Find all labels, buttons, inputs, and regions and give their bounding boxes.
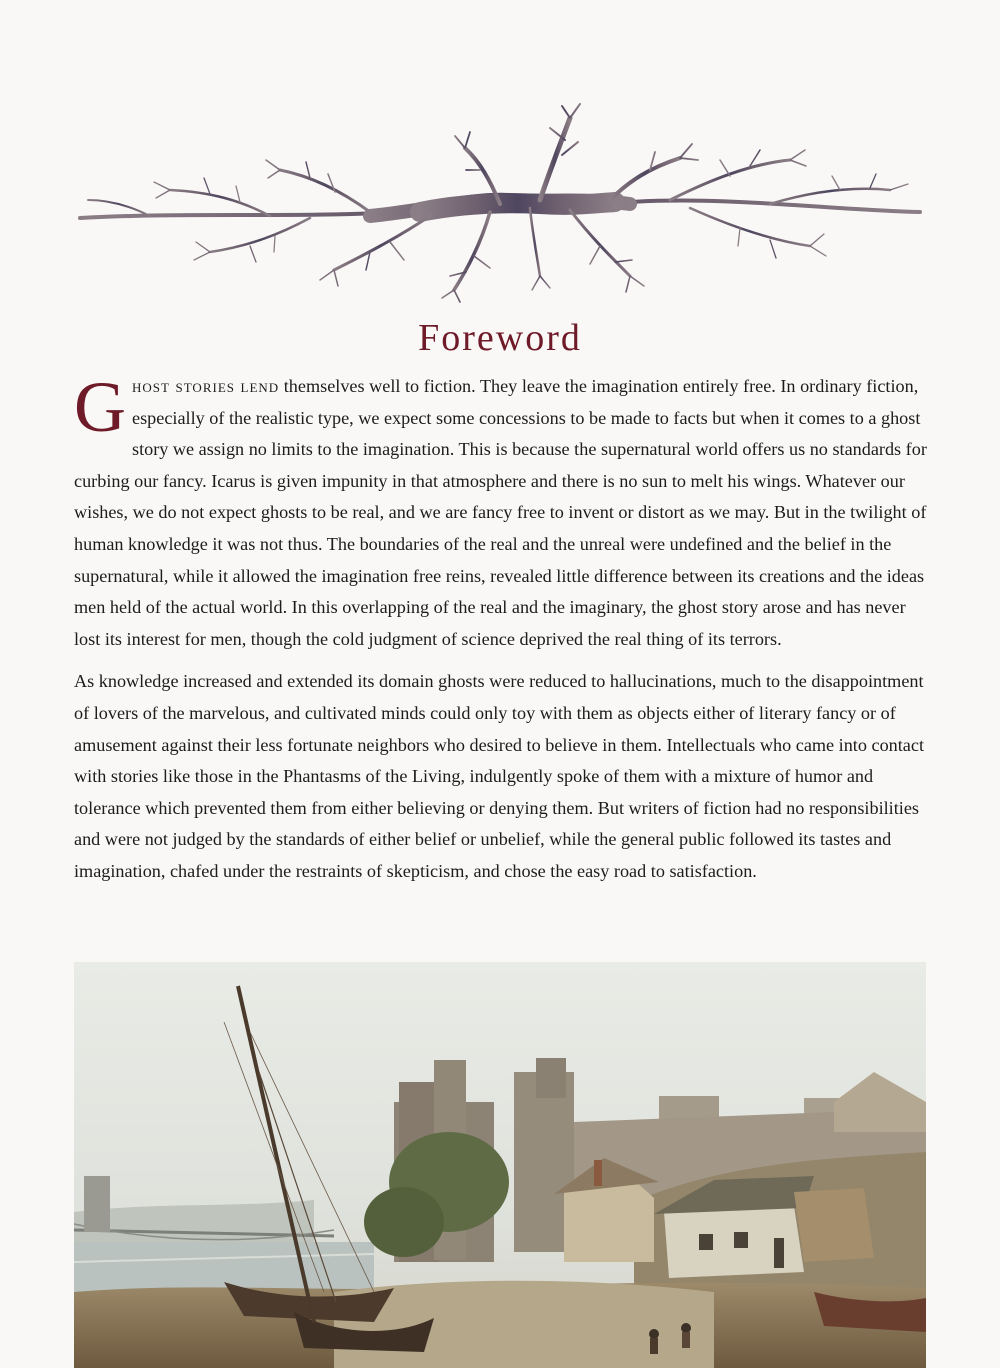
foreword-body <box>74 367 930 899</box>
paragraph-2: As knowledge increased and extended its domain ghosts were reduced to hallucinations, much to the disappointment of lovers of the marvelous, and cultivated minds could only toy with them as objects either of literary fancy or of amusement against their less fortunate neighbors who desired to believe in them. Intellectuals who came into contact with stories like those in the Phantasms of the Living, indulgently spoke of them with a mixture of humor and tolerance which prevented them from either believing or denying them. But writers of fiction had no responsibilities and were not judged by the standards of either belief or unbelief, while the general public followed its tastes and imagination, chafed under the restraints of skepticism, and chose the easy road to satisfaction. <box>74 671 925 881</box>
drop-cap: G <box>74 367 126 447</box>
castle-harbour-painting <box>74 962 926 1368</box>
lead-in-small-caps: host stories lend <box>132 376 280 396</box>
paragraph-1 <box>74 367 930 655</box>
page-title: Foreword <box>418 317 582 359</box>
paragraph-1-text: themselves well to fiction. They leave the imagination entirely free. In ordinary fiction, especially of the realistic type, we expect some concessions to be made to facts but when it comes to a ghost story we assign no limits to the imagination. This is because the supernatural world offers us no standards for curbing our fancy. Icarus is given impunity in that atmosphere and there is no sun to melt his wings. Whatever our wishes, we do not expect ghosts to be real, and we are fancy free to invent or distort as we may. But in the twilight of human knowledge it was not thus. The boundaries of the real and the unreal were undefined and the belief in the supernatural, while it allowed the imagination free reins, revealed little difference between its creations and the ideas men held of the actual world. In this overlapping of the real and the imaginary, the ghost story arose and has never lost its interest for men, though the cold judgment of science deprived the real thing of its terrors. <box>74 376 927 649</box>
branch-ornament-illustration <box>70 100 930 305</box>
